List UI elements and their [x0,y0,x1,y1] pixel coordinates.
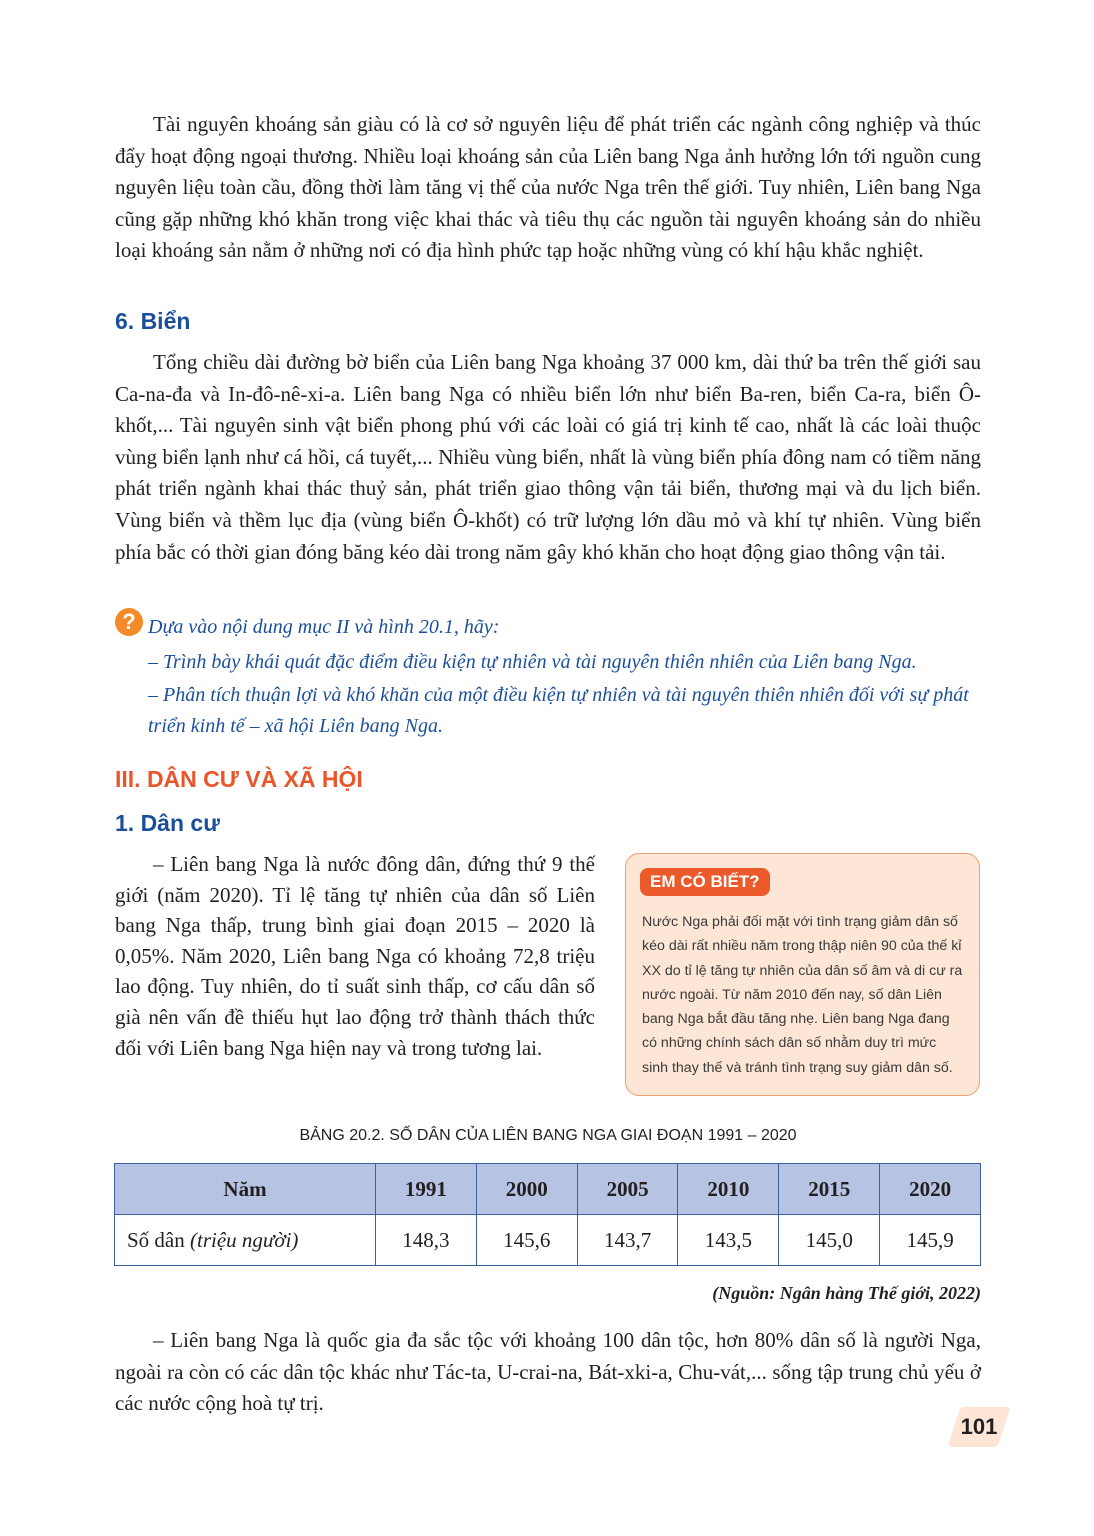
population-table [114,1163,981,1266]
table-header-year: 1991 [376,1164,477,1215]
heading-section-3: III. DÂN CƯ VÀ XÃ HỘI [115,766,363,792]
table-cell: 145,9 [880,1215,981,1266]
table-header-year: 2020 [880,1164,981,1215]
heading-sea: 6. Biển [115,308,191,334]
question-intro: Dựa vào nội dung mục II và hình 20.1, hãy: [148,616,500,638]
table-header-year: 2010 [678,1164,779,1215]
sea-paragraph: Tổng chiều dài đường bờ biển của Liên bang Nga khoảng 37 000 km, dài thứ ba trên thế giới sau Ca-na-đa và In-đô-nê-xi-a. Liên bang Nga có nhiều biển lớn như biển Ba-ren, biển Ca-ra, biển Ô-khốt,... Tài nguyên sinh vật biển phong phú với các loài có giá trị kinh tế cao, nhất là các loài thuộc vùng biển lạnh như cá hồi, cá tuyết,... Nhiều vùng biển, nhất là vùng biển phía đông nam có tiềm năng phát triển ngành khai thác thuỷ sản, phát triển giao thông vận tải biển, thương mại và du lịch biển. Vùng biển và thềm lục địa (vùng biển Ô-khốt) có trữ lượng lớn dầu mỏ và khí tự nhiên. Vùng biển phía bắc có thời gian đóng băng kéo dài trong năm gây khó khăn cho hoạt động giao thông vận tải. [115,350,981,564]
table-cell: 143,5 [678,1215,779,1266]
table-title: BẢNG 20.2. SỐ DÂN CỦA LIÊN BANG NGA GIAI ĐOẠN 1991 – 2020 [299,1127,797,1144]
question-item-1: – Trình bày khái quát đặc điểm điều kiện tự nhiên và tài nguyên thiên nhiên của Liên bang Nga. [148,651,917,673]
did-you-know-title: EM CÓ BIẾT? [640,868,770,896]
table-header-year: 2005 [577,1164,678,1215]
table-row-label [115,1215,376,1266]
question-item-2: – Phân tích thuận lợi và khó khăn của một điều kiện tự nhiên và tài nguyên thiên nhiên đối với sự phát triển kinh tế – xã hội Liên bang Nga. [148,684,969,737]
table-cell: 148,3 [376,1215,477,1266]
table-row [115,1215,981,1266]
table-cell: 145,6 [476,1215,577,1266]
minerals-paragraph: Tài nguyên khoáng sản giàu có là cơ sở nguyên liệu để phát triển các ngành công nghiệp và thúc đẩy hoạt động ngoại thương. Nhiều loại khoáng sản của Liên bang Nga ảnh hưởng lớn tới nguồn cung nguyên liệu toàn cầu, đồng thời làm tăng vị thế của nước Nga trên thế giới. Tuy nhiên, Liên bang Nga cũng gặp những khó khăn trong việc khai thác và tiêu thụ các nguồn tài nguyên khoáng sản do nhiều loại khoáng sản nằm ở những nơi có địa hình phức tạp hoặc những vùng có khí hậu khắc nghiệt. [115,112,981,263]
population-paragraph: – Liên bang Nga là nước đông dân, đứng thứ 9 thế giới (năm 2020). Tỉ lệ tăng tự nhiên của dân số Liên bang Nga thấp, trung bình giai đoạn 2015 – 2020 là 0,05%. Năm 2020, Liên bang Nga có khoảng 72,8 triệu lao động. Tuy nhiên, do tỉ suất sinh thấp, cơ cấu dân số già nên vấn đề thiếu hụt lao động trở thành thách thức đối với Liên bang Nga hiện nay và trong tương lai. [115,852,595,1060]
row-label-text: Số dân [127,1227,185,1252]
table-header-row [115,1164,981,1215]
heading-population: 1. Dân cư [115,810,220,836]
table-cell: 143,7 [577,1215,678,1266]
page-number: 101 [944,1401,1014,1453]
ethnic-paragraph: – Liên bang Nga là quốc gia đa sắc tộc với khoảng 100 dân tộc, hơn 80% dân số là người Nga, ngoài ra còn có các dân tộc khác như Tác-ta, U-crai-na, Bát-xki-a, Chu-vát,... sống tập trung chủ yếu ở các nước cộng hoà tự trị. [115,1328,981,1416]
table-header-year: 2015 [779,1164,880,1215]
row-label-unit: (triệu người) [190,1227,299,1252]
table-cell: 145,0 [779,1215,880,1266]
table-source: (Nguồn: Ngân hàng Thế giới, 2022) [712,1283,981,1303]
did-you-know-box [625,853,980,1096]
table-header-label: Năm [115,1164,376,1215]
question-icon: ? [115,608,143,636]
table-header-year: 2000 [476,1164,577,1215]
did-you-know-text: Nước Nga phải đối mặt với tình trạng giảm dân số kéo dài rất nhiều năm trong thập niên 90 của thế kỉ XX do tỉ lệ tăng tự nhiên của dân số âm và di cư ra nước ngoài. Từ năm 2010 đến nay, số dân Liên bang Nga bắt đầu tăng nhẹ. Liên bang Nga đang có những chính sách dân số nhằm duy trì mức sinh thay thế và tránh tình trạng suy giảm dân số. [642,914,963,1076]
